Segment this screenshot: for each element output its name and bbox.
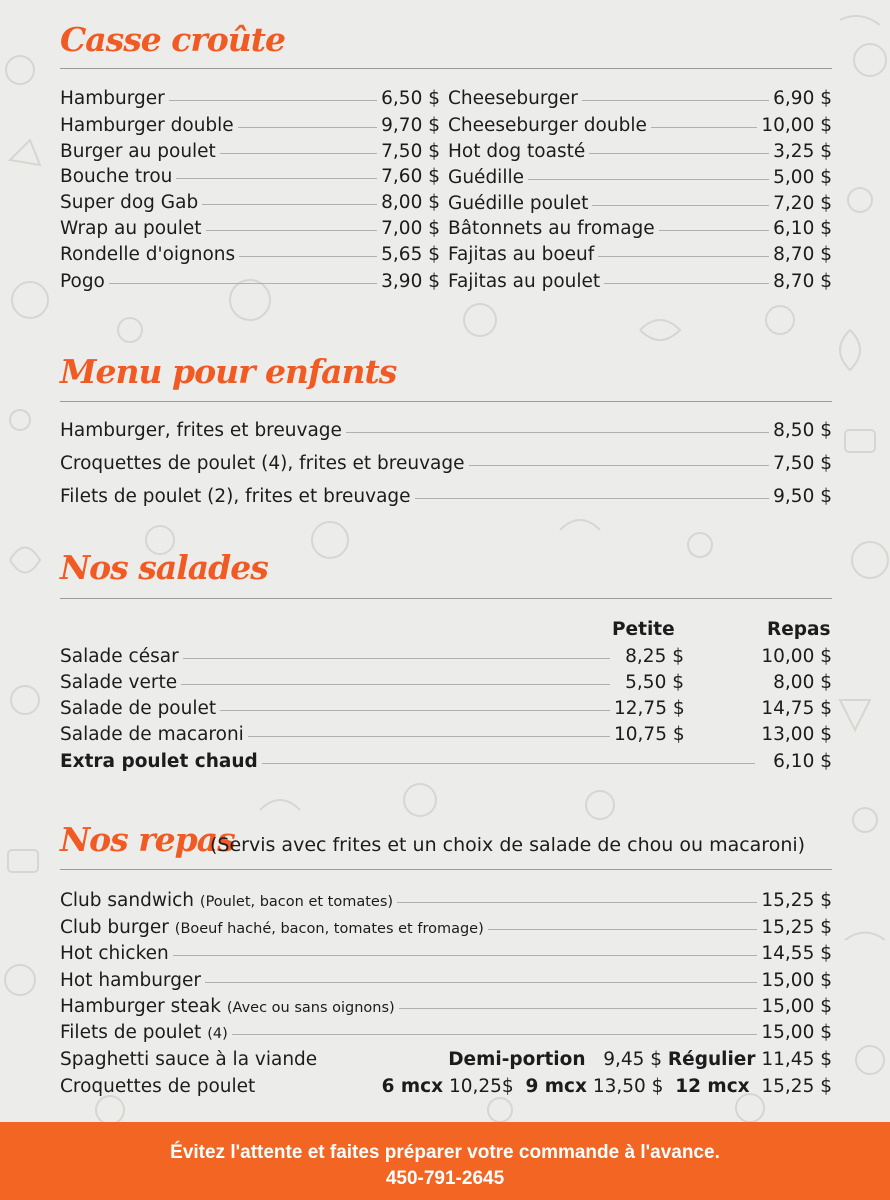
menu-item-guedille-poulet: Guédille poulet 7,20 $	[448, 193, 832, 214]
meal-item-spaghetti: Spaghetti sauce à la viande Demi-portion 9,45 $ Régulier 11,45 $	[60, 1049, 832, 1070]
meal-item-club-sandwich: Club sandwich (Poulet, bacon et tomates) 15,25 $	[60, 890, 832, 911]
footer-phone[interactable]: 450-791-2645	[385, 1168, 505, 1189]
section-title-casse-croute: Casse croûte	[60, 20, 286, 59]
meal-item-filets-poulet: Filets de poulet (4) 15,00 $	[60, 1022, 832, 1043]
kids-item-filets: Filets de poulet (2), frites et breuvage 9,50 $	[60, 486, 832, 507]
kids-item-hamburger: Hamburger, frites et breuvage 8,50 $	[60, 420, 832, 441]
menu-item-hot-dog-toaste: Hot dog toasté 3,25 $	[448, 141, 832, 162]
salad-item-poulet: Salade de poulet 12,75 $ 14,75 $	[60, 698, 832, 719]
menu-item-batonnets-fromage: Bâtonnets au fromage 6,10 $	[448, 218, 832, 239]
menu-item-hamburger: Hamburger 6,50 $	[60, 88, 440, 109]
kids-item-croquettes: Croquettes de poulet (4), frites et breuvage 7,50 $	[60, 453, 832, 474]
column-header-repas: Repas	[767, 619, 831, 640]
section-title-nos-salades: Nos salades	[60, 548, 268, 587]
section-note-repas: (Servis avec frites et un choix de salade de chou ou macaroni)	[210, 834, 806, 856]
section-title-nos-repas: Nos repas	[60, 820, 235, 859]
meal-item-hot-hamburger: Hot hamburger 15,00 $	[60, 970, 832, 991]
menu-item-wrap-au-poulet: Wrap au poulet 7,00 $	[60, 218, 440, 239]
menu-item-super-dog-gab: Super dog Gab 8,00 $	[60, 192, 440, 213]
menu-item-hamburger-double: Hamburger double 9,70 $	[60, 115, 440, 136]
section-divider	[60, 598, 832, 599]
menu-item-bouche-trou: Bouche trou 7,60 $	[60, 166, 440, 187]
salad-item-verte: Salade verte 5,50 $ 8,00 $	[60, 672, 832, 693]
footer-banner	[0, 1122, 890, 1200]
section-divider	[60, 68, 832, 69]
menu-item-rondelle-oignons: Rondelle d'oignons 5,65 $	[60, 244, 440, 265]
salad-item-cesar: Salade césar 8,25 $ 10,00 $	[60, 646, 832, 667]
section-divider	[60, 869, 832, 870]
salad-extra-poulet-chaud: Extra poulet chaud 6,10 $	[60, 751, 832, 772]
menu-item-pogo: Pogo 3,90 $	[60, 271, 440, 292]
meal-item-hot-chicken: Hot chicken 14,55 $	[60, 943, 832, 964]
menu-item-fajitas-poulet: Fajitas au poulet 8,70 $	[448, 271, 832, 292]
section-divider	[60, 401, 832, 402]
meal-item-club-burger: Club burger (Boeuf haché, bacon, tomates et fromage) 15,25 $	[60, 917, 832, 938]
meal-item-croquettes: Croquettes de poulet 6 mcx 10,25$ 9 mcx 13,50 $ 12 mcx 15,25 $	[60, 1076, 832, 1097]
meal-item-hamburger-steak: Hamburger steak (Avec ou sans oignons) 15,00 $	[60, 996, 832, 1017]
menu-item-cheeseburger: Cheeseburger 6,90 $	[448, 88, 832, 109]
menu-item-fajitas-boeuf: Fajitas au boeuf 8,70 $	[448, 244, 832, 265]
menu-item-guedille: Guédille 5,00 $	[448, 167, 832, 188]
salad-item-macaroni: Salade de macaroni 10,75 $ 13,00 $	[60, 724, 832, 745]
menu-item-burger-au-poulet: Burger au poulet 7,50 $	[60, 141, 440, 162]
menu-item-cheeseburger-double: Cheeseburger double 10,00 $	[448, 115, 832, 136]
section-title-menu-enfants: Menu pour enfants	[60, 352, 397, 391]
footer-message: Évitez l'attente et faites préparer votre commande à l'avance.	[170, 1142, 720, 1163]
column-header-petite: Petite	[612, 619, 675, 640]
